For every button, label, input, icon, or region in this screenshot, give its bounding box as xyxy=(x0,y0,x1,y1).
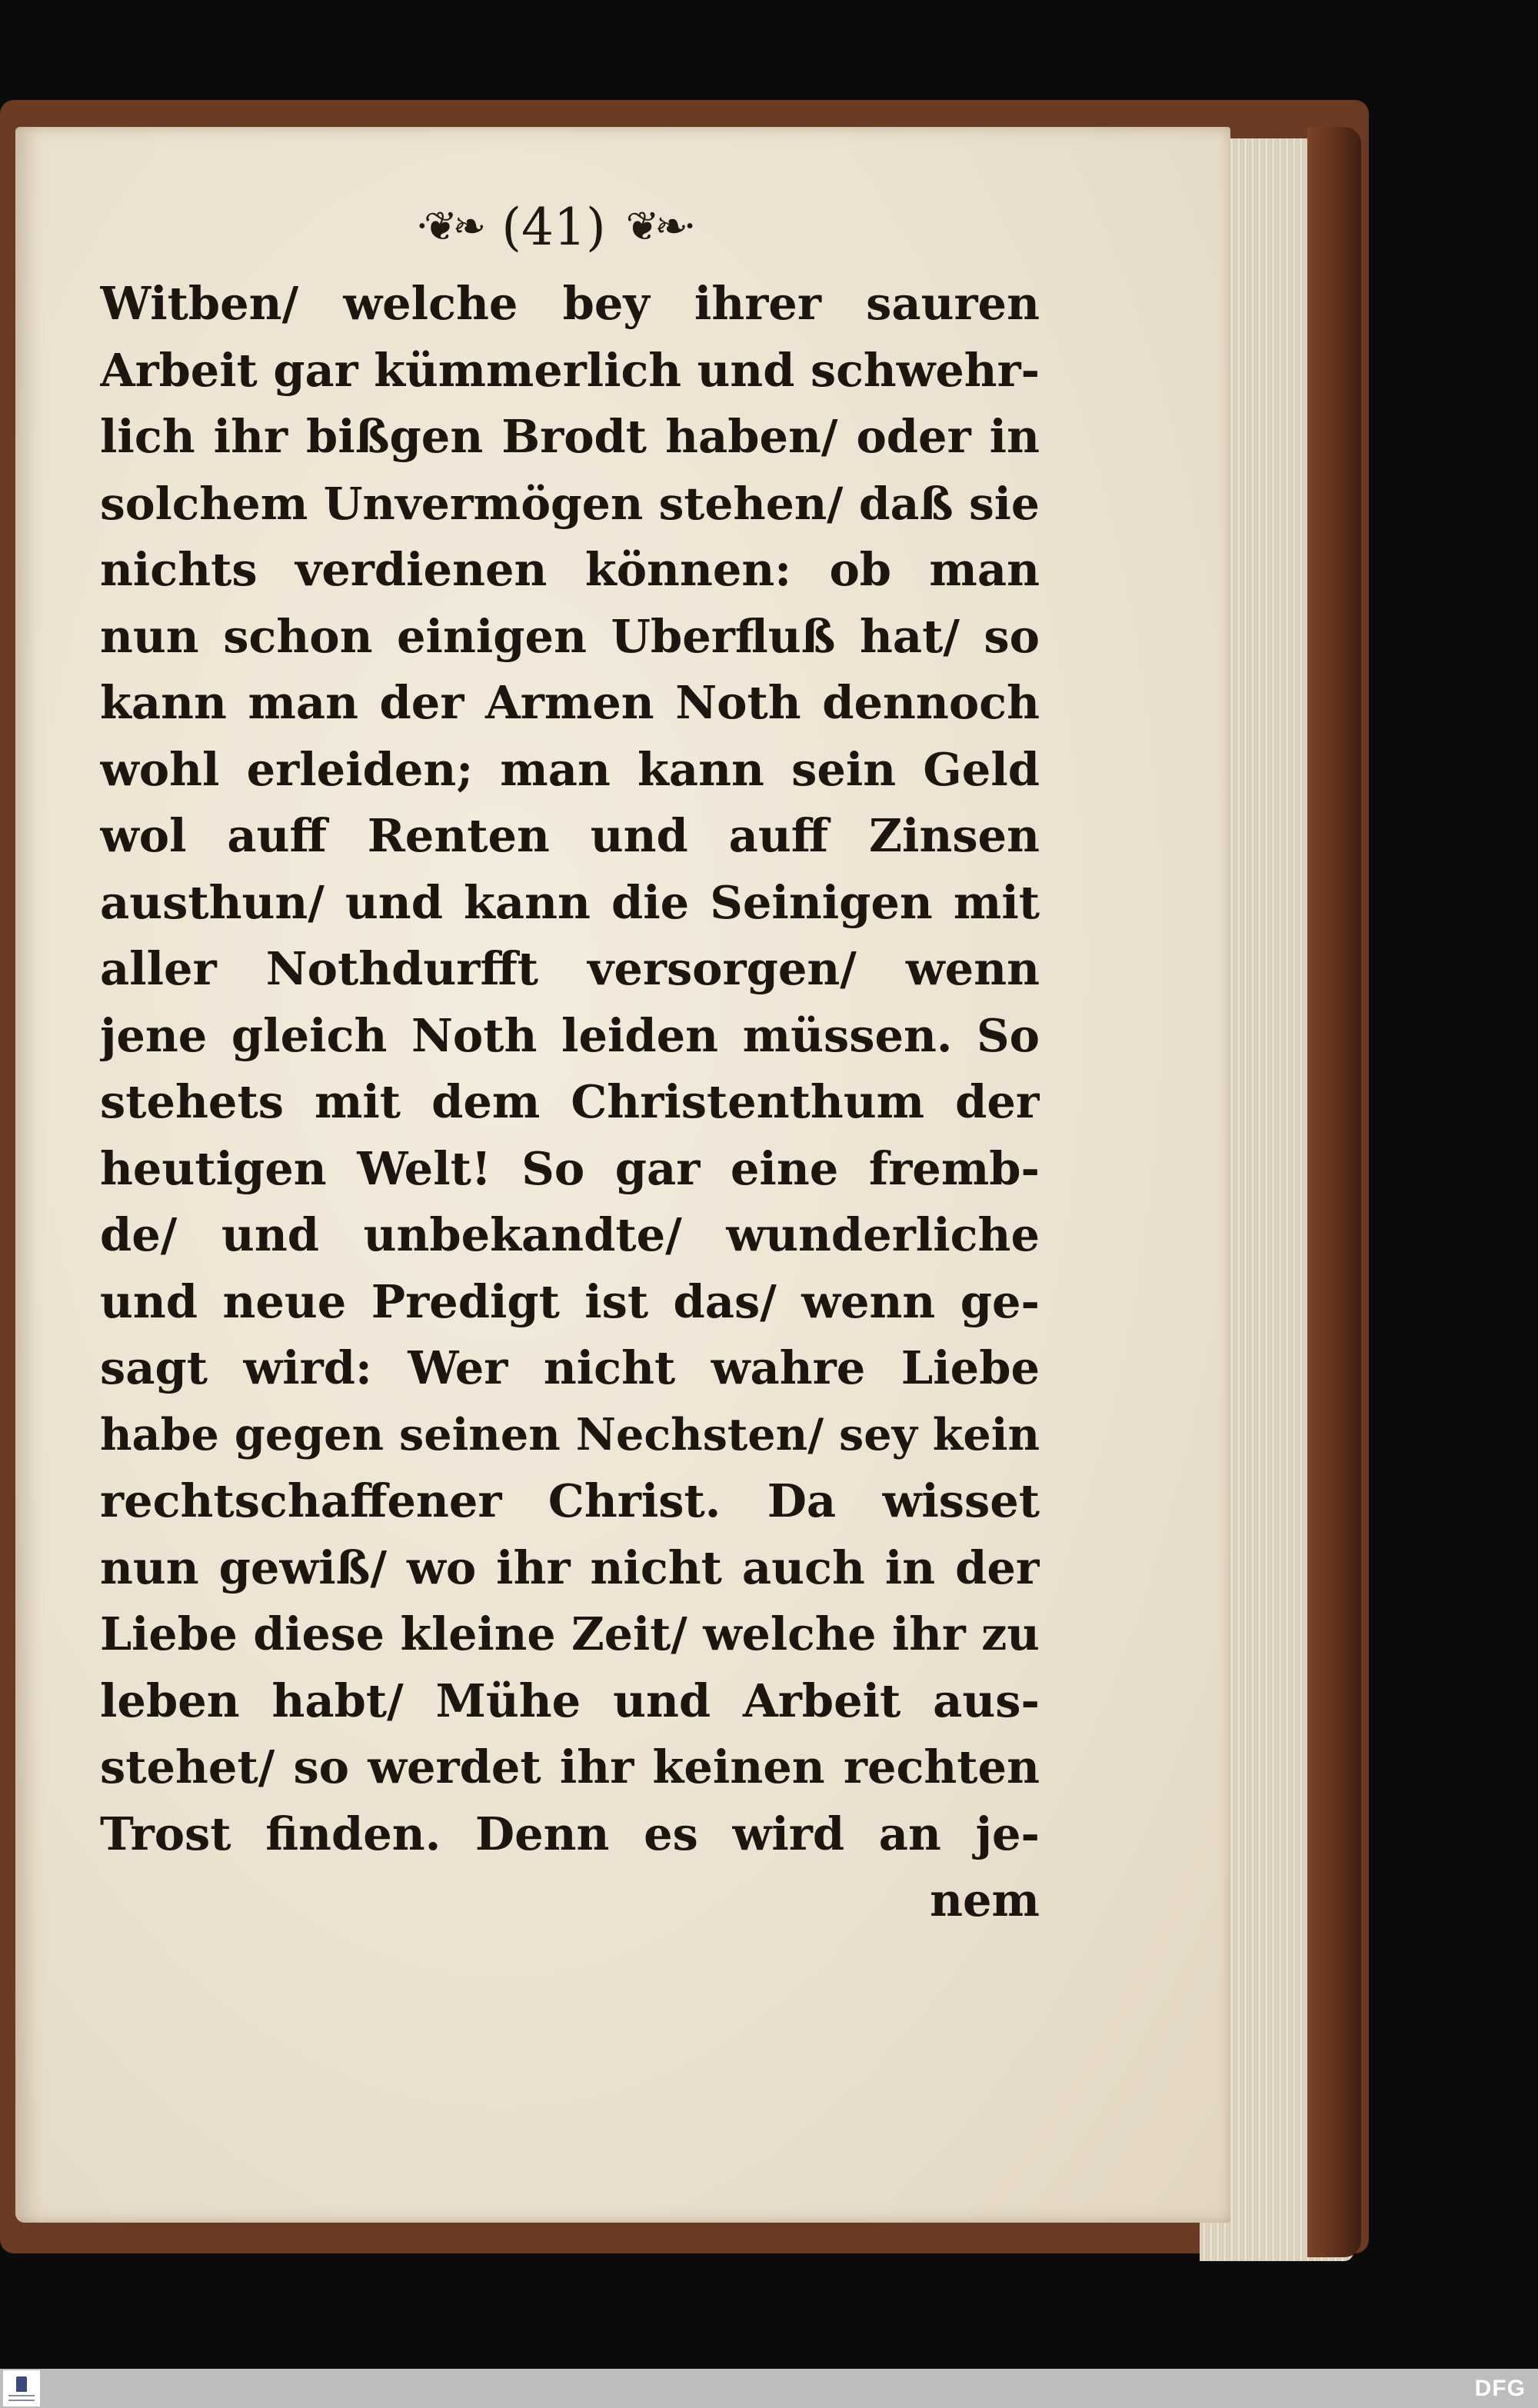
text-line: habe gegen seinen Nechsten/ sey kein xyxy=(100,1408,1040,1460)
text-line: und neue Predigt ist das/ wenn ge- xyxy=(100,1274,1040,1328)
text-line: wohl erleiden; man kann sein Geld xyxy=(100,742,1040,796)
viewer-footer-bar xyxy=(0,2369,1538,2408)
text-line: Liebe diese kleine Zeit/ welche ihr zu xyxy=(100,1607,1040,1660)
page-header xyxy=(354,192,754,261)
text-line: jene gleich Noth leiden müssen. So xyxy=(100,1008,1040,1062)
library-logo-icon[interactable] xyxy=(3,2370,40,2406)
text-line: nun schon einigen Uberfluß hat/ so xyxy=(100,609,1040,663)
dfg-logo[interactable]: DFG xyxy=(1474,2376,1526,2401)
book-back-cover xyxy=(1307,127,1361,2257)
text-line: kann man der Armen Noth dennoch xyxy=(100,676,1040,729)
text-line: stehets mit dem Christenthum der xyxy=(100,1075,1040,1128)
show-through-text xyxy=(85,1942,1007,2050)
logo-mark xyxy=(16,2376,27,2392)
text-line: austhun/ und kann die Seinigen mit xyxy=(100,875,1040,929)
text-line: nichts verdienen können: ob man xyxy=(100,543,1040,596)
text-line: Witben/ welche bey ihrer sauren xyxy=(100,277,1040,330)
text-line: Arbeit gar kümmerlich und schwehr- xyxy=(100,343,1040,397)
catchword: nem xyxy=(930,1873,1040,1927)
fleuron-left-icon: ·❦❧ xyxy=(415,204,482,250)
text-line: solchem Unvermögen stehen/ daß sie xyxy=(100,476,1040,530)
text-line: heutigen Welt! So gar eine fremb- xyxy=(100,1141,1040,1195)
text-line: lich ihr bißgen Brodt haben/ oder in xyxy=(100,410,1040,463)
text-line: rechtschaffener Christ. Da wisset xyxy=(100,1474,1040,1527)
text-line: sagt wird: Wer nicht wahre Liebe xyxy=(100,1341,1040,1394)
page-number: (41) xyxy=(501,197,606,257)
logo-lines xyxy=(8,2395,35,2401)
page-body-text xyxy=(100,271,1040,1934)
text-line: de/ und unbekandte/ wunderliche xyxy=(100,1208,1040,1261)
text-line: Trost finden. Denn es wird an je- xyxy=(100,1807,1040,1860)
text-line: stehet/ so werdet ihr keinen rechten xyxy=(100,1740,1040,1794)
text-line: wol auff Renten und auff Zinsen xyxy=(100,809,1040,862)
text-line: leben habt/ Mühe und Arbeit aus- xyxy=(100,1674,1040,1727)
text-line: aller Nothdurfft versorgen/ wenn xyxy=(100,942,1040,995)
fleuron-right-icon: ❦❧· xyxy=(625,204,692,250)
text-line: nun gewiß/ wo ihr nicht auch in der xyxy=(100,1540,1040,1594)
